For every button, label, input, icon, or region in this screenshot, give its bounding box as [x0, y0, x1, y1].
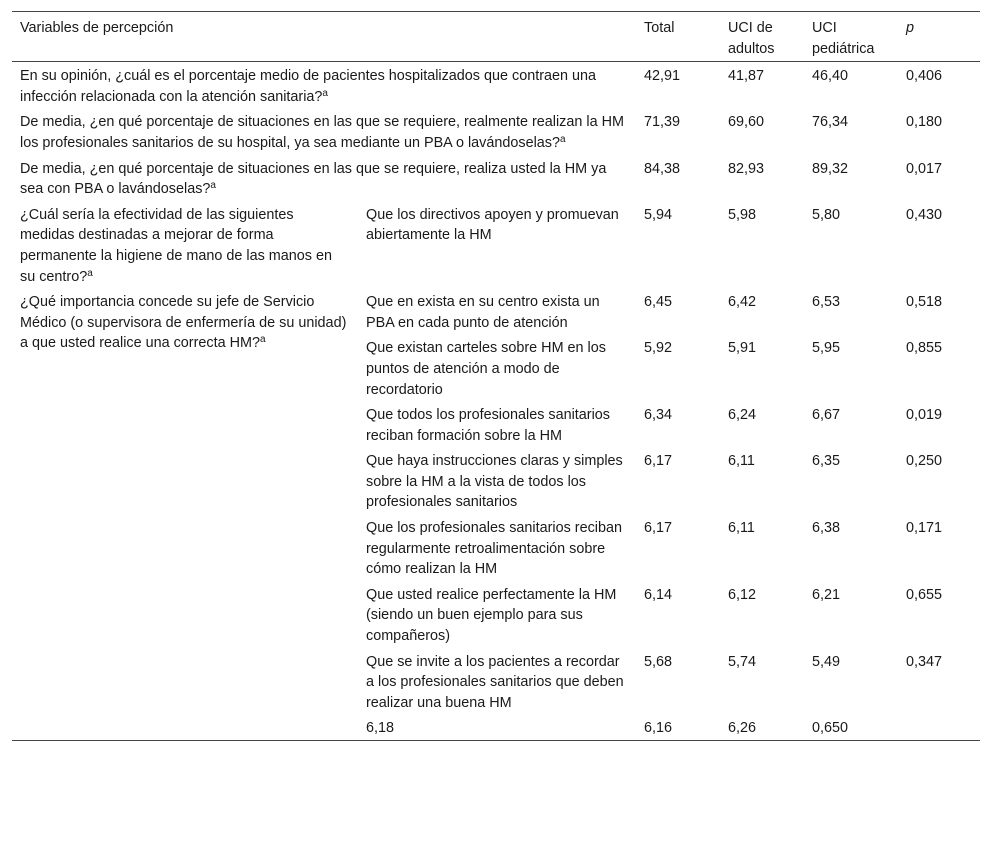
table-row: [12, 201, 980, 288]
footnote-mark: a: [210, 180, 216, 192]
measure-cell: Que se invite a los pacientes a recordar a los profesionales sanitarios que deben realizar una buena HM: [366, 653, 624, 711]
uci-pediatrica-cell: 5,49: [812, 653, 841, 670]
header-variables: Variables de percepción: [20, 20, 174, 36]
uci-adultos-cell: 41,87: [728, 68, 765, 85]
p-value-cell: 0,250: [906, 453, 943, 470]
perception-table: [12, 11, 980, 741]
group-question-cell: ¿Qué importancia concede su jefe de Servicio Médico (o supervisora de enfermería de su unidad) a que usted realice una correcta HM?$^a$: [20, 294, 347, 352]
uci-adultos-cell: 6,42: [728, 294, 757, 311]
p-value-cell: 0,430: [906, 206, 943, 223]
measure-cell: Que existan carteles sobre HM en los puntos de atención a modo de recordatorio: [366, 340, 606, 398]
measure-cell: Que haya instrucciones claras y simples sobre la HM a la vista de todos los profesionales sanitarios: [366, 453, 623, 511]
group-question-cell: ¿Cuál sería la efectividad de las siguientes medidas destinadas a mejorar de forma permanente la higiene de mano de las manos en su centro?$^a$: [20, 206, 333, 285]
uci-adultos-cell: 6,12: [728, 586, 757, 603]
uci-adultos-cell: 5,98: [728, 206, 757, 223]
question-cell: De media, ¿en qué porcentaje de situaciones en las que se requiere, realmente realizan la HM los profesionales sanitarios de su hospital, ya sea mediante un PBA o lavándoselas?$^a$: [20, 114, 624, 151]
uci-pediatrica-cell: 6,21: [812, 586, 841, 603]
measure-cell: Que los profesionales sanitarios reciban regularmente retroalimentación sobre cómo realizan la HM: [366, 520, 622, 578]
footnote-mark: a: [87, 267, 93, 279]
total-cell: 6,45: [644, 294, 673, 311]
header-uci-adultos: UCI de adultos: [728, 20, 775, 57]
uci-adultos-cell: 5,91: [728, 340, 757, 357]
total-cell: 84,38: [644, 160, 681, 177]
table-row: [12, 62, 980, 109]
header-p: p: [906, 20, 915, 36]
total-cell: 6,14: [644, 586, 673, 603]
uci-adultos-cell: 6,11: [728, 453, 755, 470]
p-value-cell: 0,180: [906, 114, 943, 131]
uci-pediatrica-cell: 6,38: [812, 520, 841, 537]
footnote-mark: a: [560, 133, 566, 145]
uci-pediatrica-cell: 5,95: [812, 340, 841, 357]
p-value-cell: 0,855: [906, 340, 943, 357]
measure-cell: 6,18: [366, 720, 395, 737]
header-row: [12, 12, 980, 62]
p-value-cell: 0,518: [906, 294, 943, 311]
uci-adultos-cell: 82,93: [728, 160, 765, 177]
total-cell: 5,94: [644, 206, 673, 223]
table-row: [12, 155, 980, 201]
measure-cell: Que en exista en su centro exista un PBA en cada punto de atención: [366, 294, 600, 331]
uci-pediatrica-cell: 6,53: [812, 294, 841, 311]
table-row: [12, 108, 980, 154]
total-cell: 42,91: [644, 68, 681, 85]
total-cell: 5,92: [644, 340, 673, 357]
total-cell: 6,17: [644, 520, 673, 537]
uci-adultos-cell: 69,60: [728, 114, 765, 131]
measure-cell: Que los directivos apoyen y promuevan abiertamente la HM: [366, 206, 619, 244]
total-cell: 71,39: [644, 114, 681, 131]
uci-pediatrica-cell: 46,40: [812, 68, 849, 85]
uci-pediatrica-cell: 6,35: [812, 453, 841, 470]
measure-cell: Que usted realice perfectamente la HM (siendo un buen ejemplo para sus compañeros): [366, 586, 617, 645]
header-uci-pediatrica: UCI pediátrica: [812, 20, 875, 57]
p-value-cell: 0,655: [906, 586, 943, 603]
total-cell: 5,68: [644, 653, 673, 670]
total-cell: 6,17: [644, 453, 673, 470]
uci-pediatrica-cell: 76,34: [812, 114, 849, 131]
p-value-cell: 0,347: [906, 653, 943, 670]
p-value-cell: 0,406: [906, 68, 943, 85]
uci-pediatrica-cell: 0,650: [812, 720, 849, 737]
p-value-cell: [898, 714, 980, 740]
uci-adultos-cell: 5,74: [728, 653, 757, 670]
p-value-cell: 0,019: [906, 407, 943, 424]
header-total: Total: [644, 20, 675, 36]
uci-pediatrica-cell: 6,67: [812, 407, 841, 424]
p-value-cell: 0,171: [906, 520, 943, 537]
uci-adultos-cell: 6,24: [728, 407, 757, 424]
p-value-cell: 0,017: [906, 160, 943, 177]
table-row: [12, 288, 980, 334]
uci-pediatrica-cell: 5,80: [812, 206, 841, 223]
uci-adultos-cell: 6,26: [728, 720, 757, 737]
uci-pediatrica-cell: 89,32: [812, 160, 849, 177]
uci-adultos-cell: 6,11: [728, 520, 755, 537]
question-cell: De media, ¿en qué porcentaje de situaciones en las que se requiere, realiza usted la HM ya sea con PBA o lavándoselas?$^a$: [20, 160, 607, 198]
footnote-mark: a: [322, 87, 328, 99]
question-cell: En su opinión, ¿cuál es el porcentaje medio de pacientes hospitalizados que contraen una infección relacionada con la atención sanitaria?$^a$: [20, 68, 597, 105]
total-cell: 6,34: [644, 407, 673, 424]
total-cell: 6,16: [644, 720, 673, 737]
measure-cell: Que todos los profesionales sanitarios reciban formación sobre la HM: [366, 407, 610, 444]
footnote-mark: a: [259, 334, 266, 346]
